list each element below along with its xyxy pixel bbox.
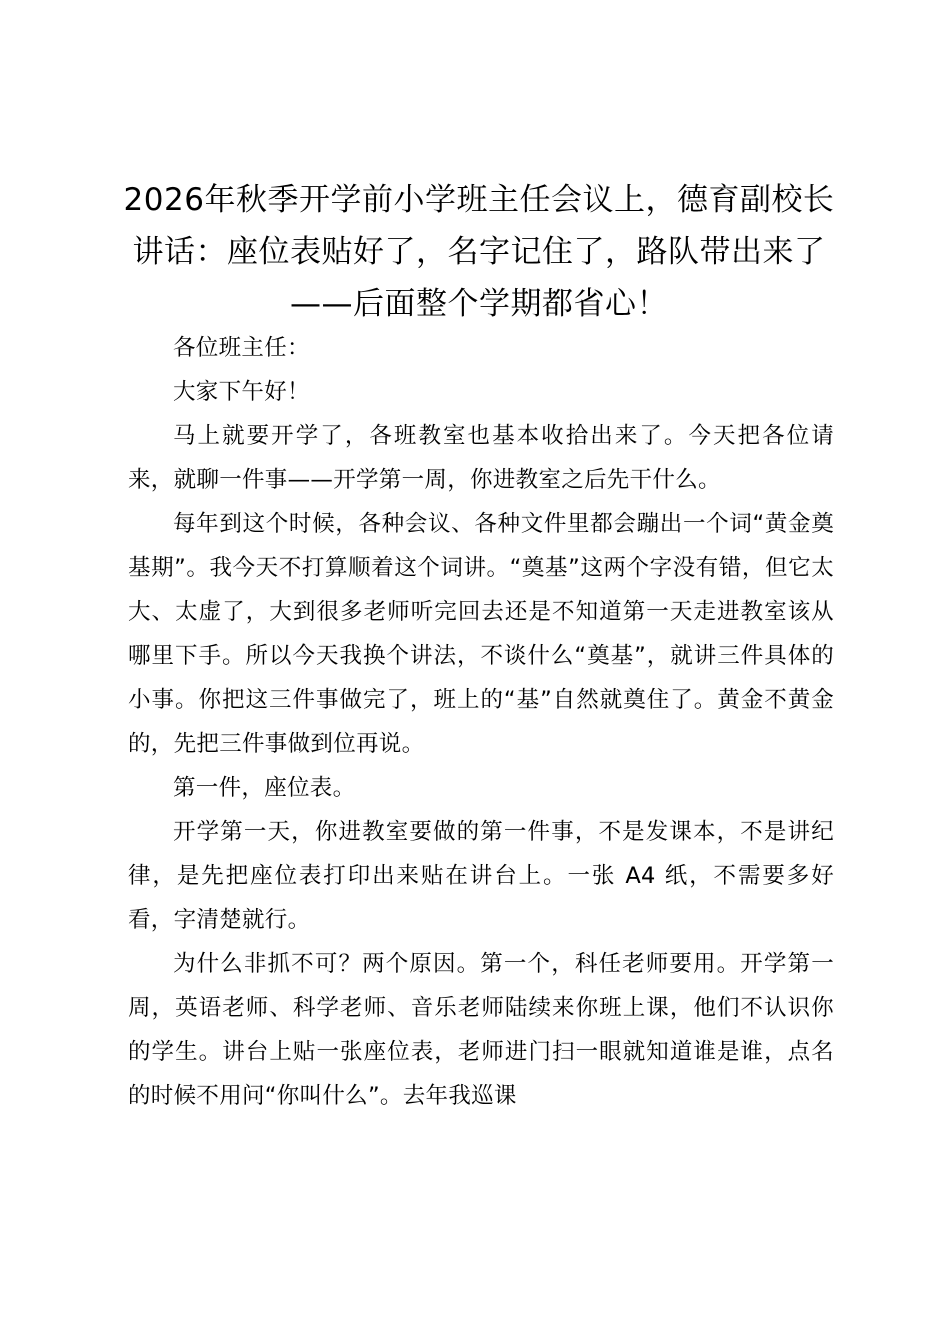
paragraph: 每年到这个时候，各种会议、各种文件里都会蹦出一个词“黄金奠基期”。我今天不打算顺着这个词讲。“奠基”这两个字没有错，但它太大、太虚了，大到很多老师听完回去还是不知道第一天走进教室该从哪里下手。所以今天我换个讲法，不谈什么“奠基”，就讲三件具体的小事。你把这三件事做完了，班上的“基”自然就奠住了。黄金不黄金的，先把三件事做到位再说。: [128, 511, 834, 757]
document-title: 2026年秋季开学前小学班主任会议上，德育副校长讲话：座位表贴好了，名字记住了，路队带出来了——后面整个学期都省心！: [123, 182, 835, 322]
document-body: [128, 326, 834, 1118]
greeting: 大家下午好！: [173, 379, 310, 405]
paragraph: 马上就要开学了，各班教室也基本收拾出来了。今天把各位请来，就聊一件事——开学第一周，你进教室之后先干什么。: [128, 423, 834, 493]
section-heading: 第一件，座位表。: [173, 775, 356, 801]
paragraph: 为什么非抓不可？两个原因。第一个，科任老师要用。开学第一周，英语老师、科学老师、音乐老师陆续来你班上课，他们不认识你的学生。讲台上贴一张座位表，老师进门扫一眼就知道谁是谁，点名的时候不用问“你叫什么”。去年我巡课: [128, 951, 834, 1109]
paragraph: 开学第一天，你进教室要做的第一件事，不是发课本，不是讲纪律，是先把座位表打印出来贴在讲台上。一张 A4 纸，不需要多好看，字清楚就行。: [128, 819, 834, 933]
salutation: 各位班主任：: [173, 335, 310, 361]
